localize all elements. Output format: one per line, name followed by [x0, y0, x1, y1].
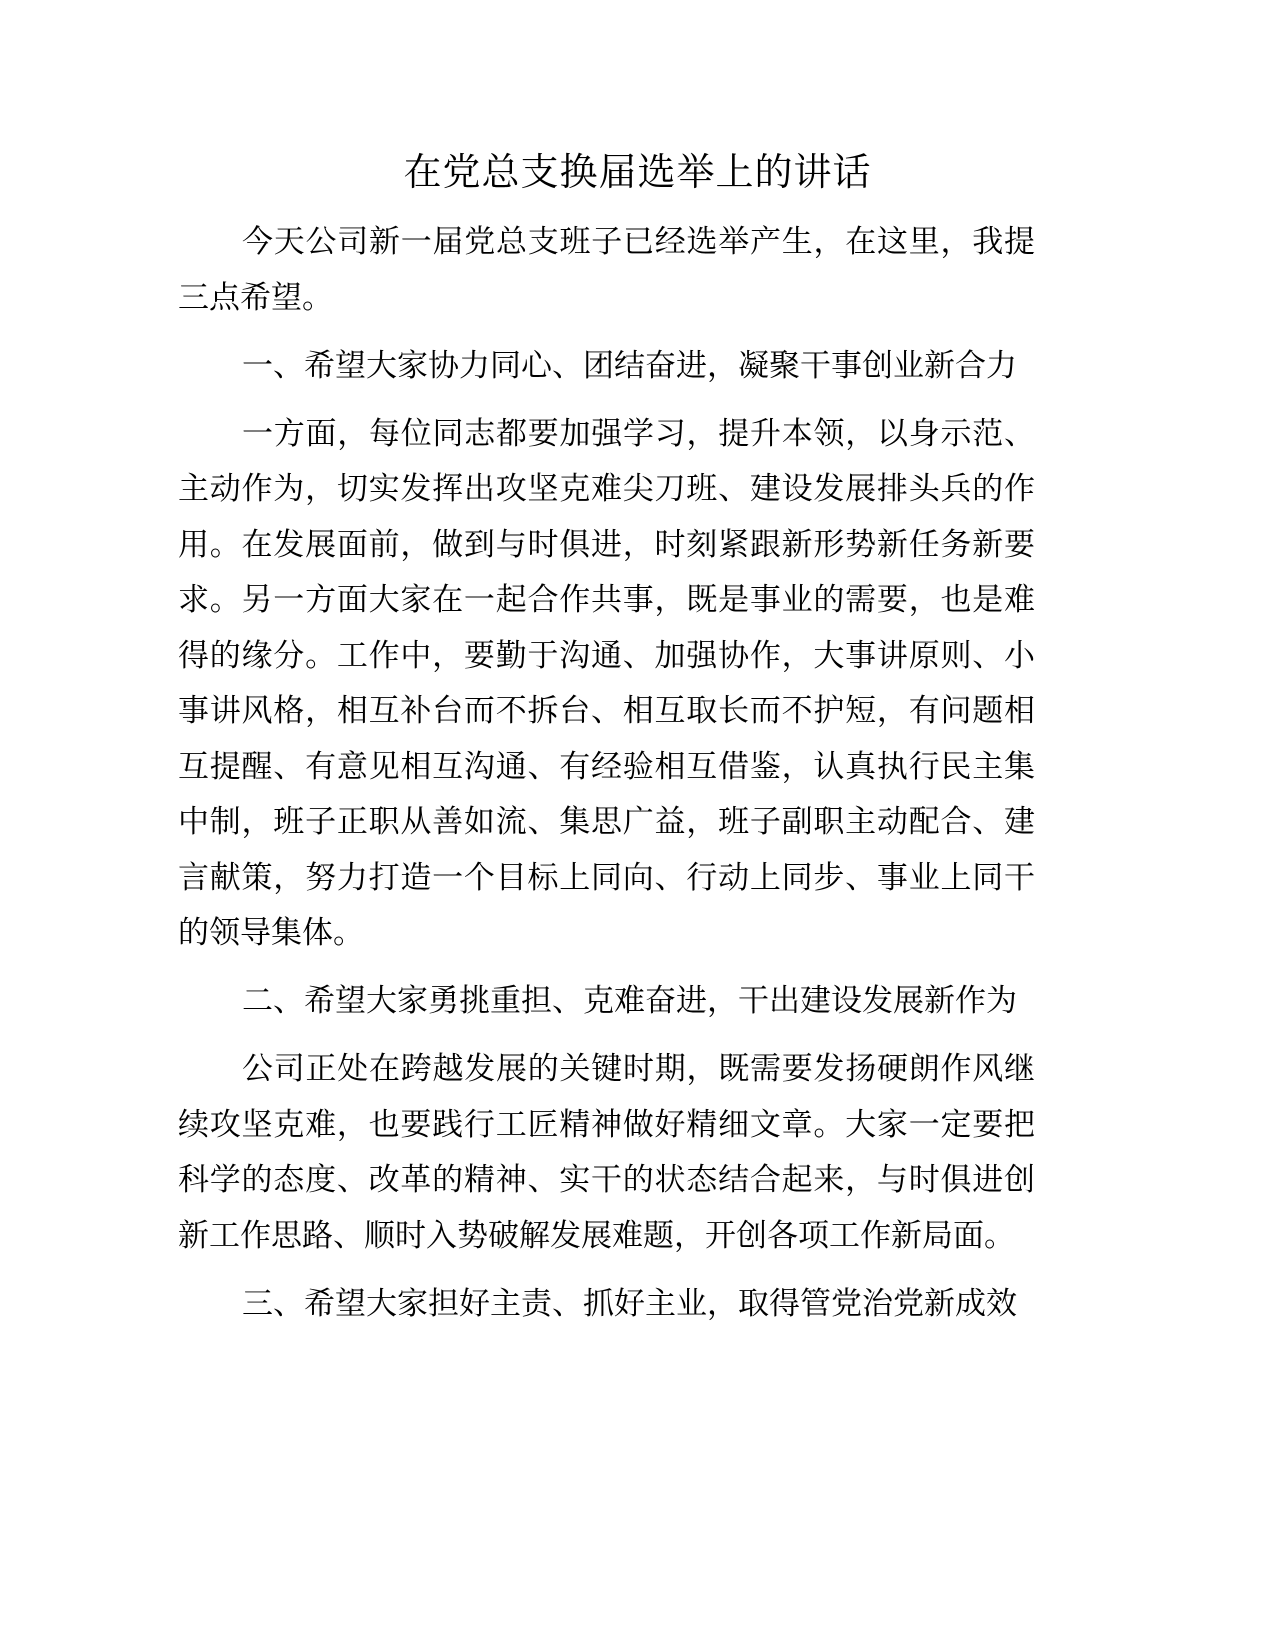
- paragraph: [178, 974, 1035, 1030]
- text-line: 主动作为，切实发挥出攻坚克难尖刀班、建设发展排头兵的作: [178, 471, 1035, 507]
- paragraph: [178, 407, 1035, 962]
- paragraph: [178, 215, 1035, 326]
- paragraph: [178, 1277, 1035, 1333]
- text-line: 互提醒、有意见相互沟通、有经验相互借鉴，认真执行民主集: [178, 748, 1035, 785]
- paragraph: [178, 339, 1035, 395]
- text-line: 得的缘分。工作中，要勤于沟通、加强协作，大事讲原则、小: [178, 637, 1035, 674]
- text-line: 中制，班子正职从善如流、集思广益，班子副职主动配合、建: [178, 804, 1035, 840]
- text-line: 今天公司新一届党总支班子已经选举产生，在这里，我提: [242, 224, 1035, 260]
- text-line: 一、希望大家协力同心、团结奋进，凝聚干事创业新合力: [242, 347, 1017, 384]
- text-line: 言献策，努力打造一个目标上同向、行动上同步、事业上同干: [178, 859, 1035, 896]
- text-line: 公司正处在跨越发展的关键时期，既需要发扬硬朗作风继: [242, 1051, 1035, 1087]
- text-line: 事讲风格，相互补台而不拆台、相互取长而不护短，有问题相: [178, 693, 1035, 729]
- document-title: 在党总支换届选举上的讲话: [403, 150, 872, 194]
- text-line: 三、希望大家担好主责、抓好主业，取得管党治党新成效: [242, 1285, 1017, 1322]
- text-line: 求。另一方面大家在一起合作共事，既是事业的需要，也是难: [178, 582, 1035, 618]
- text-line: 二、希望大家勇挑重担、克难奋进，干出建设发展新作为: [242, 983, 1017, 1019]
- paragraph: [178, 1042, 1035, 1264]
- text-line: 的领导集体。: [178, 915, 364, 951]
- text-line: 续攻坚克难，也要践行工匠精神做好精细文章。大家一定要把: [178, 1106, 1035, 1143]
- text-line: 用。在发展面前，做到与时俱进，时刻紧跟新形势新任务新要: [178, 526, 1035, 563]
- text-line: 一方面，每位同志都要加强学习，提升本领，以身示范、: [242, 415, 1035, 452]
- text-line: 新工作思路、顺时入势破解发展难题，开创各项工作新局面。: [178, 1217, 1015, 1254]
- text-line: 科学的态度、改革的精神、实干的状态结合起来，与时俱进创: [178, 1162, 1035, 1198]
- text-line: 三点希望。: [178, 279, 333, 316]
- document-body: [178, 215, 1035, 1345]
